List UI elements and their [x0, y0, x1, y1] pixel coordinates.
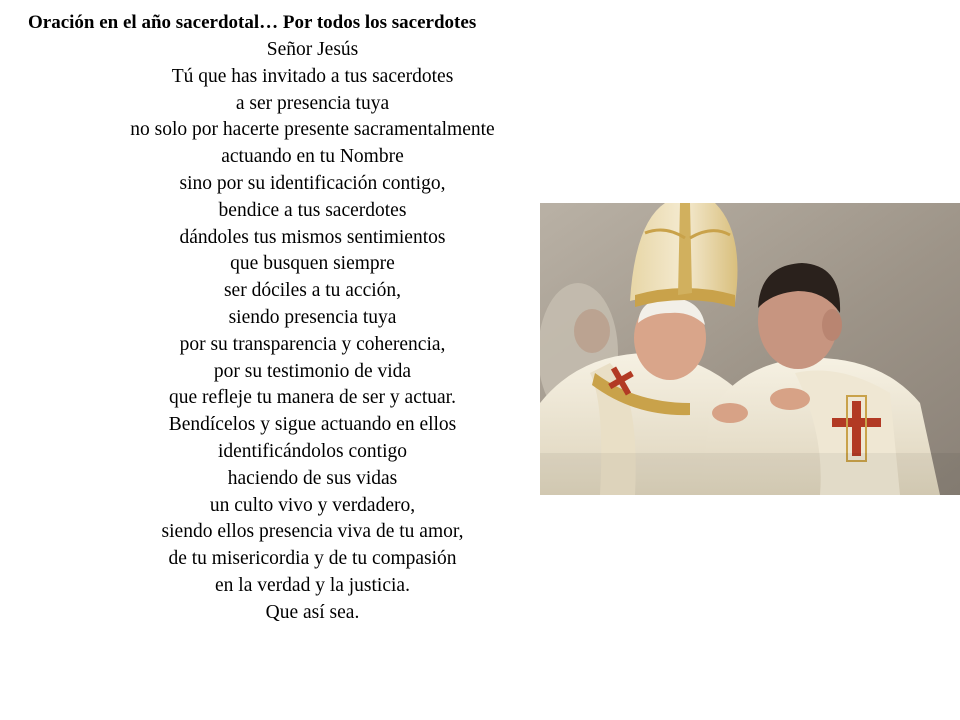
prayer-line: de tu misericordia y de tu compasión — [168, 548, 457, 570]
prayer-line: bendice a tus sacerdotes — [218, 199, 407, 221]
prayer-line: siendo ellos presencia viva de tu amor, — [161, 521, 464, 543]
prayer-line: que refleje tu manera de ser y actuar. — [169, 387, 456, 409]
prayer-line: por su transparencia y coherencia, — [179, 333, 446, 355]
prayer-line: en la verdad y la justicia. — [215, 574, 410, 596]
pope-embracing-priest-photo — [540, 203, 960, 495]
prayer-line: que busquen siempre — [230, 253, 395, 275]
slide-title: Oración en el año sacerdotal… Por todos los sacerdotes — [28, 12, 477, 33]
prayer-line: por su testimonio de vida — [213, 360, 412, 382]
prayer-line: Señor Jesús — [266, 39, 359, 60]
prayer-line: Tú que has invitado a tus sacerdotes — [171, 65, 454, 87]
prayer-text — [40, 37, 585, 627]
prayer-line: no solo por hacerte presente sacramentalmente — [130, 119, 495, 141]
prayer-line: dándoles tus mismos sentimientos — [179, 226, 446, 248]
prayer-line: Bendícelos y sigue actuando en ellos — [168, 414, 457, 436]
prayer-line: haciendo de sus vidas — [227, 467, 398, 489]
prayer-line: identificándolos contigo — [217, 440, 407, 462]
prayer-line: sino por su identificación contigo, — [179, 172, 446, 194]
prayer-line: Que así sea. — [265, 601, 360, 623]
prayer-line: actuando en tu Nombre — [221, 146, 404, 168]
prayer-line: ser dóciles a tu acción, — [223, 280, 402, 302]
prayer-line: siendo presencia tuya — [228, 306, 397, 328]
prayer-line: a ser presencia tuya — [235, 92, 390, 114]
prayer-line: un culto vivo y verdadero, — [209, 494, 416, 516]
